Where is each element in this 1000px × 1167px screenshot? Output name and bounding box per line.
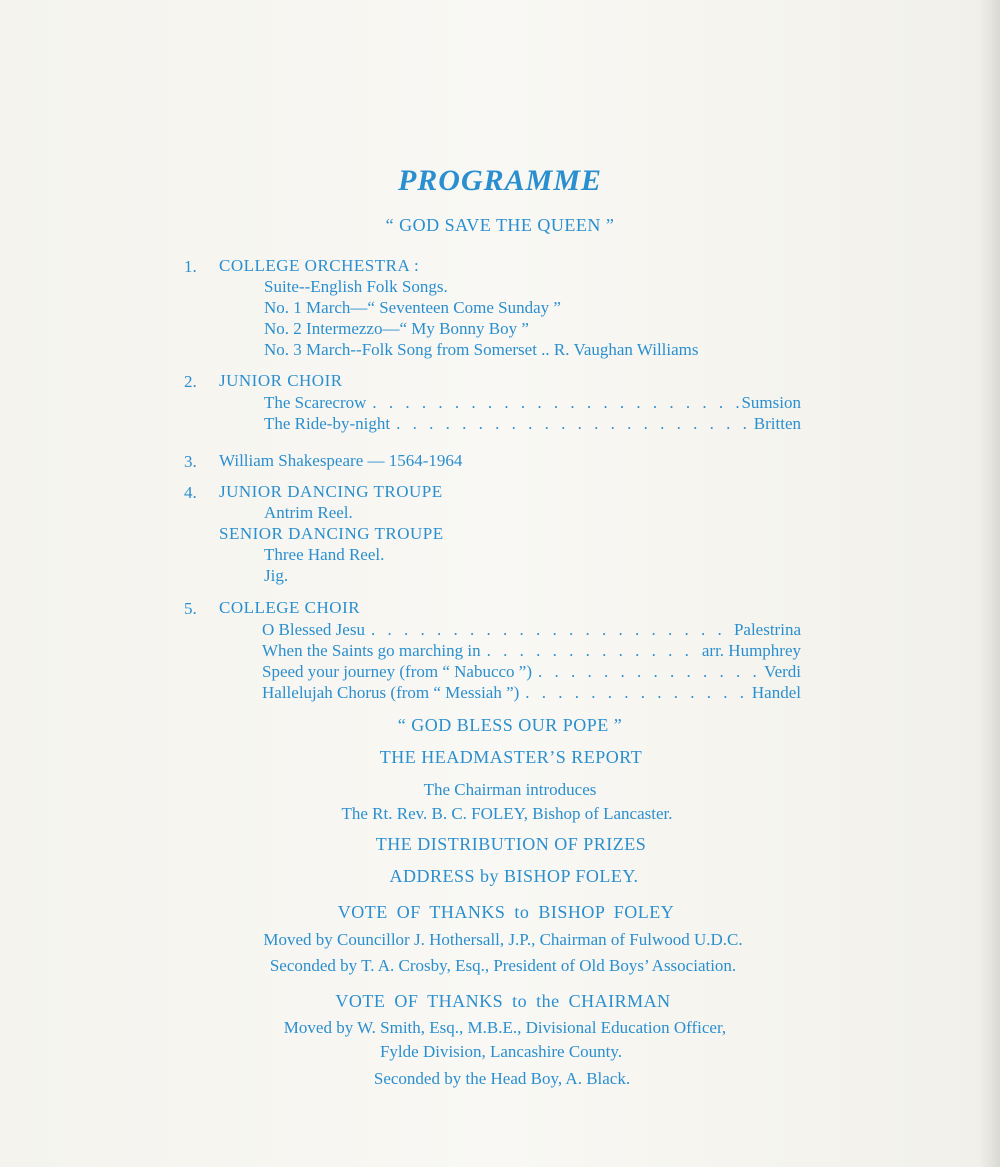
chairman-introduces: The Chairman introduces xyxy=(423,780,597,799)
item-1-line-4: No. 3 March--Folk Song from Somerset .. R. Vaughan Williams xyxy=(264,340,699,359)
bishop-introduction: The Rt. Rev. B. C. FOLEY, Bishop of Lancaster. xyxy=(341,804,673,823)
item-2-number: 2. xyxy=(184,372,197,391)
item-4-heading: JUNIOR DANCING TROUPE xyxy=(219,482,443,501)
leader-dots xyxy=(519,683,752,703)
thanks-chairman-moved-1: Moved by W. Smith, Esq., M.B.E., Divisional Education Officer, xyxy=(283,1018,727,1037)
item-2-heading: JUNIOR CHOIR xyxy=(219,371,343,390)
item-4-line-3: Jig. xyxy=(264,566,289,585)
thanks-chairman-moved-2: Fylde Division, Lancashire County. xyxy=(379,1042,623,1061)
item-1-line-2: No. 1 March—“ Seventeen Come Sunday ” xyxy=(264,298,561,317)
piece-work: Hallelujah Chorus (from “ Messiah ”) xyxy=(262,683,520,702)
leader-dots xyxy=(390,414,754,434)
piece-composer: Verdi xyxy=(764,662,801,681)
item-5-piece-3 xyxy=(262,662,801,682)
item-4-line-2: Three Hand Reel. xyxy=(264,545,385,564)
thanks-chairman-heading: VOTE OF THANKS to the CHAIRMAN xyxy=(335,991,671,1011)
thanks-bishop-seconded: Seconded by T. A. Crosby, Esq., President of Old Boys’ Association. xyxy=(269,956,737,975)
item-3-number: 3. xyxy=(184,452,197,471)
thanks-chairman-seconded: Seconded by the Head Boy, A. Black. xyxy=(373,1069,631,1088)
piece-composer: Handel xyxy=(751,683,801,702)
item-4-line-1: Antrim Reel. xyxy=(264,503,353,522)
bishop-address: ADDRESS by BISHOP FOLEY. xyxy=(389,866,639,886)
thanks-bishop-moved: Moved by Councillor J. Hothersall, J.P., Chairman of Fulwood U.D.C. xyxy=(263,930,743,949)
piece-work: When the Saints go marching in xyxy=(262,641,481,660)
item-5-piece-2 xyxy=(262,641,801,661)
item-2-piece-2 xyxy=(264,414,801,434)
item-5-heading: COLLEGE CHOIR xyxy=(219,598,361,617)
piece-work: O Blessed Jesu xyxy=(262,620,365,639)
programme-title: PROGRAMME xyxy=(397,164,603,197)
leader-dots xyxy=(366,393,741,413)
piece-composer: Britten xyxy=(753,414,801,433)
distribution-of-prizes: THE DISTRIBUTION OF PRIZES xyxy=(375,834,647,854)
item-5-number: 5. xyxy=(184,599,197,618)
thanks-bishop-heading: VOTE OF THANKS to BISHOP FOLEY xyxy=(337,902,675,922)
headmaster-report: THE HEADMASTER’S REPORT xyxy=(379,747,643,767)
item-1-number: 1. xyxy=(184,257,197,276)
leader-dots xyxy=(481,641,702,661)
piece-work: The Scarecrow xyxy=(264,393,367,412)
item-5-piece-4 xyxy=(262,683,801,703)
item-4-heading-2: SENIOR DANCING TROUPE xyxy=(219,524,444,543)
item-5-piece-1 xyxy=(262,620,801,640)
item-4-number: 4. xyxy=(184,483,197,502)
anthem-opening: “ GOD SAVE THE QUEEN ” xyxy=(385,215,615,235)
piece-work: The Ride-by-night xyxy=(264,414,391,433)
item-1-heading: COLLEGE ORCHESTRA : xyxy=(219,256,420,275)
item-1-line-1: Suite--English Folk Songs. xyxy=(264,277,448,296)
piece-composer: arr. Humphrey xyxy=(701,641,801,660)
leader-dots xyxy=(532,662,764,682)
piece-composer: Palestrina xyxy=(733,620,801,639)
leader-dots xyxy=(365,620,734,640)
item-3-heading: William Shakespeare — 1564-1964 xyxy=(219,451,463,470)
item-1-line-3: No. 2 Intermezzo—“ My Bonny Boy ” xyxy=(264,319,529,338)
anthem-closing: “ GOD BLESS OUR POPE ” xyxy=(397,715,623,735)
piece-composer: Sumsion xyxy=(741,393,801,412)
item-2-piece-1 xyxy=(264,393,801,413)
piece-work: Speed your journey (from “ Nabucco ”) xyxy=(262,662,533,681)
